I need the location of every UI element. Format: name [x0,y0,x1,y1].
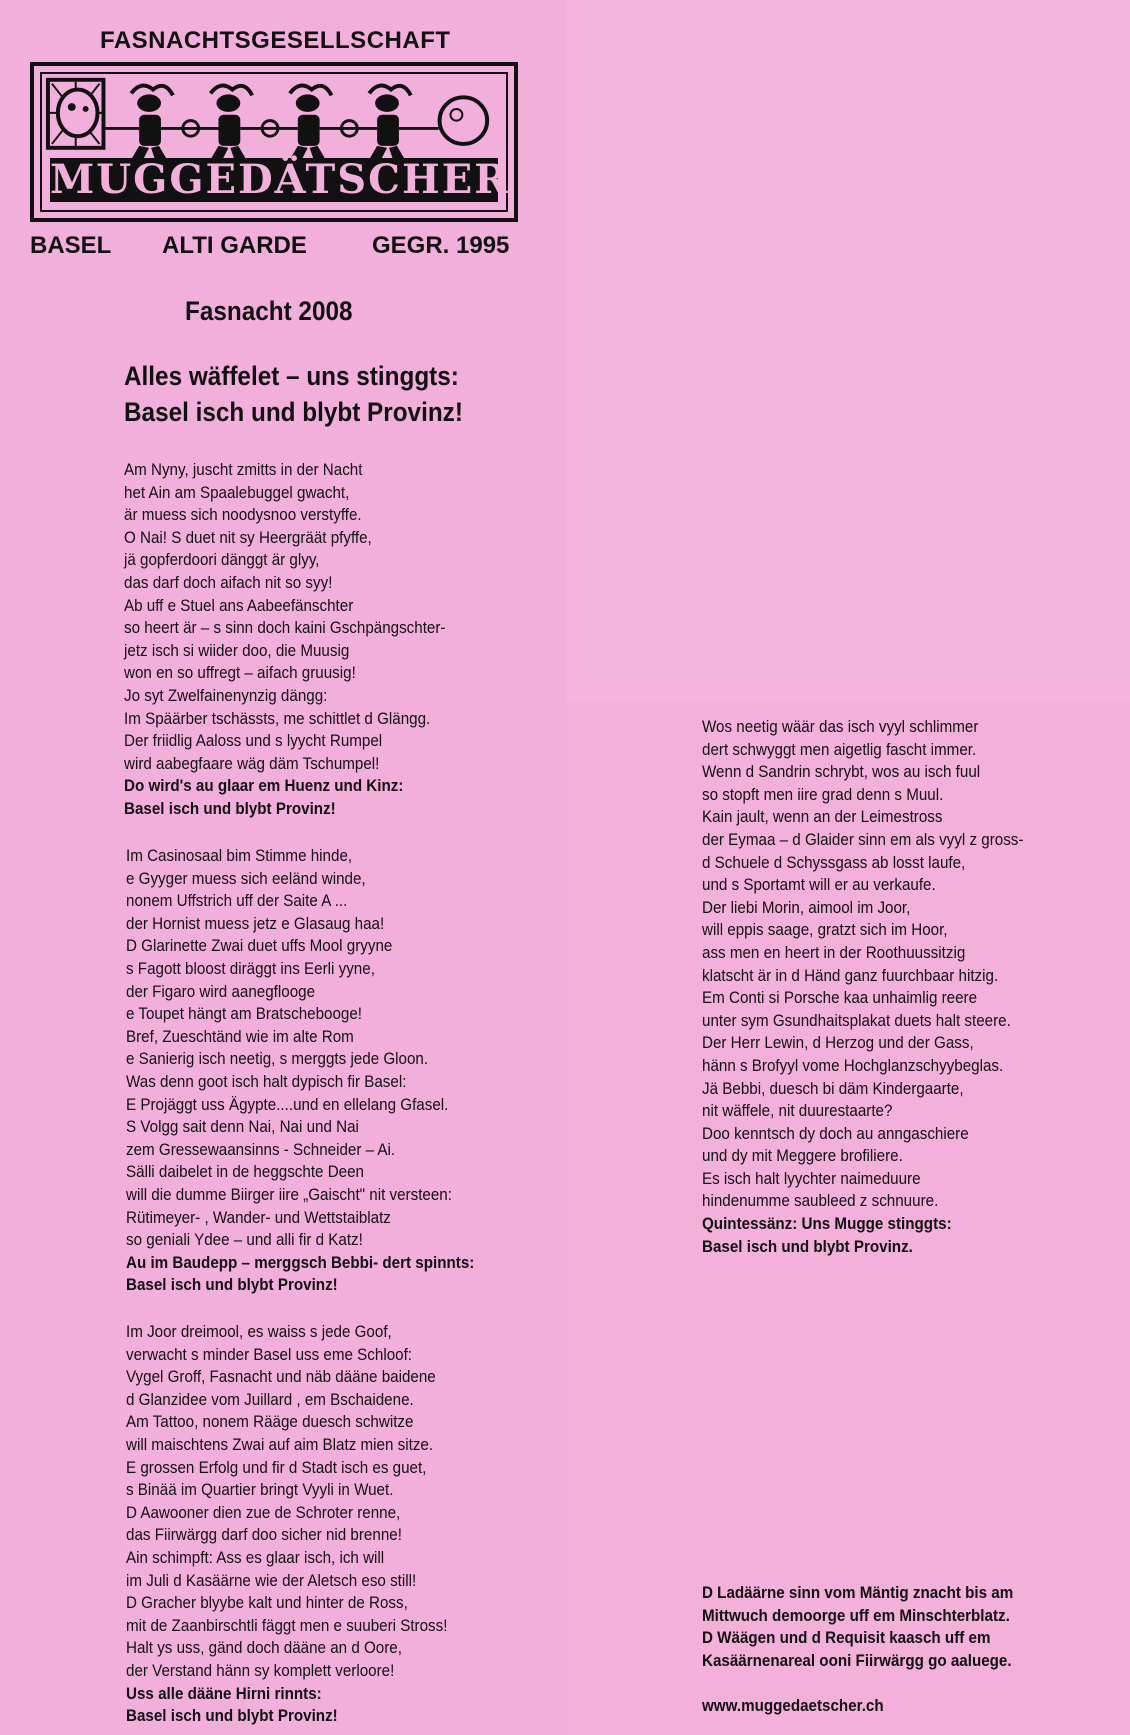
website-link[interactable]: www.muggedaetscher.ch [702,1697,884,1715]
society-logo [30,62,518,222]
verse-line: Halt ys uss, gänd doch dääne an d Oore, [126,1639,402,1658]
verse-line: Wos neetig wäär das isch vyyl schlimmer [702,718,979,736]
verse-line: Sälli daibelet in de heggschte Deen [126,1163,364,1182]
info-line: Mittwuch demoorge uff em Minschterblatz. [702,1606,1010,1625]
verse-line: hindenumme saubleed z schnuure. [702,1192,939,1211]
verse-line: s Fagott bloost diräggt ins Eerli yyne, [126,959,375,978]
verse-line: ass men en heert in der Roothuussitzig [702,943,966,962]
verse-line: Am Tattoo, nonem Rääge duesch schwitze [126,1413,414,1432]
verse-line: e Sanierig isch neetig, s merggts jede Gloon. [126,1050,429,1069]
verse-line: der Hornist muess jetz e Glasaug haa! [126,914,385,933]
verse-line: d Schuele d Schyssgass ab losst laufe, [702,853,966,872]
verse-line: e Toupet hängt am Bratschebooge! [126,1005,363,1024]
verse-line: der Eymaa – d Glaider sinn em als vyyl z gross- [702,830,1024,849]
motto-line: Basel isch und blybt Provinz! [124,397,463,427]
verse-line: e Gyyger muess sich eeländ winde, [126,869,366,888]
verse-line: nit wäffele, nit duurestaarte? [702,1102,893,1121]
verse-line: Bref, Zueschtänd wie im alte Rom [126,1027,354,1046]
verse-4 [702,716,1023,1258]
city-label: BASEL [30,232,112,259]
motto-line: Alles wäffelet – uns stinggts: [124,361,459,391]
verse-line: das darf doch aifach nit so syy! [124,573,333,592]
verse-line: klatscht är in d Händ ganz fuurchbaar hitzig. [702,966,999,985]
founded-label: GEGR. 1995 [372,232,510,259]
verse-line: Uss alle dääne Hirni rinnts: [126,1684,322,1703]
verse-line: Ab uff e Stuel ans Aabeefänschter [124,596,354,615]
verse-line: der Verstand hänn sy komplett verloore! [126,1661,395,1680]
info-line: D Ladäärne sinn vom Mäntig znacht bis am [702,1584,1014,1602]
verse-line: Im Joor dreimool, es waiss s jede Goof, [126,1323,392,1341]
verse-line: D Glarinette Zwai duet uffs Mool gryyne [126,937,393,956]
verse-line: Wenn d Sandrin schrybt, wos au isch fuul [702,763,981,782]
verse-3 [126,1321,447,1728]
verse-line: so heert är – s sinn doch kaini Gschpängschter- [124,619,446,638]
verse-line: nonem Uffstrich uff der Saite A ... [126,892,348,911]
verse-line: Jo syt Zwelfainenynzig dängg: [124,686,328,705]
verse-line: der Figaro wird aanegflooge [126,982,316,1001]
verse-line: Doo kenntsch dy doch au anngaschiere [702,1124,969,1143]
verse-line: Im Casinosaal bim Stimme hinde, [126,847,353,865]
page-title: Fasnacht 2008 [185,296,353,326]
verse-line: will maischtens Zwai auf aim Blatz mien sitze. [126,1435,434,1454]
verse-line: Basel isch und blybt Provinz. [702,1237,913,1256]
verse-line: Im Späärber tschässts, me schittlet d Glängg. [124,709,431,728]
verse-line: E grossen Erfolg und fir d Stadt isch es guet, [126,1458,427,1477]
verse-line: S Volgg sait denn Nai, Nai und Nai [126,1118,359,1137]
lantern-info [702,1582,1013,1672]
verse-line: Ain schimpft: Ass es glaar isch, ich will [126,1548,385,1567]
verse-line: Was denn goot isch halt dypisch fir Basel: [126,1072,407,1091]
logo-name: MUGGEDÄTSCHER [50,156,510,203]
verse-line: D Gracher blyybe kalt und hinter de Ross, [126,1594,408,1613]
verse-line: Vygel Groff, Fasnacht und näb dääne baidene [126,1368,436,1387]
verse-line: Basel isch und blybt Provinz! [126,1707,338,1726]
verse-line: E Projäggt uss Ägypte....und en ellelang Gfasel. [126,1095,449,1114]
verse-line: O Nai! S duet nit sy Heergräät pfyffe, [124,528,372,547]
verse-line: het Ain am Spaalebuggel gwacht, [124,483,350,502]
group-label: ALTI GARDE [162,232,307,259]
verse-line: jä gopferdoori dänggt är glyy, [124,551,320,570]
verse-line: Es isch halt lyychter naimeduure [702,1169,921,1188]
verse-line: will eppis saage, gratzt sich im Hoor, [702,921,948,940]
verse-line: s Binää im Quartier bringt Vyyli in Wuet. [126,1481,394,1500]
info-line: Kasäärnenareal ooni Fiirwärgg go aaluege. [702,1651,1012,1670]
verse-line: Do wird's au glaar em Huenz und Kinz: [124,777,404,796]
motto [124,358,463,430]
verse-line: zem Gressewaansinns - Schneider – Ai. [126,1140,396,1159]
verse-line: und s Sportamt will er au verkaufe. [702,876,936,895]
verse-line: Der friidlig Aaloss und s lyycht Rumpel [124,732,383,751]
verse-line: Em Conti si Porsche kaa unhaimlig reere [702,989,978,1008]
verse-line: won en so uffregt – aifach gruusig! [124,664,356,683]
verse-line: unter sym Gsundhaitsplakat duets halt steere. [702,1011,1011,1030]
verse-line: wird aabegfaare wäg däm Tschumpel! [124,754,380,773]
verse-line: D Aawooner dien zue de Schroter renne, [126,1503,401,1522]
verse-line: so geniali Ydee – und alli fir d Katz! [126,1231,363,1250]
verse-line: hänn s Brofyyl vome Hochglanzschyybeglas. [702,1056,1004,1075]
verse-line: Der liebi Morin, aimool im Joor, [702,898,911,917]
verse-line: im Juli d Kasäärne wie der Aletsch eso still! [126,1571,417,1590]
society-heading: FASNACHTSGESELLSCHAFT [100,27,451,54]
info-line: D Wäägen und d Requisit kaasch uff em [702,1629,991,1648]
verse-line: so stopft men iire grad denn s Muul. [702,785,944,804]
verse-2 [126,845,474,1297]
verse-line: Jä Bebbi, duesch bi däm Kindergaarte, [702,1079,964,1098]
verse-line: Basel isch und blybt Provinz! [126,1276,338,1295]
verse-line: Kain jault, wenn an der Leimestross [702,808,943,827]
verse-1 [124,459,445,821]
verse-line: mit de Zaanbirschtli fäggt men e suuberi Stross! [126,1616,448,1635]
verse-line: Au im Baudepp – merggsch Bebbi- dert spinnts: [126,1253,475,1272]
verse-line: Quintessänz: Uns Mugge stinggts: [702,1215,952,1234]
verse-line: är muess sich noodysnoo verstyffe. [124,506,362,525]
logo-border [40,72,508,212]
verse-line: jetz isch si wiider doo, die Muusig [124,641,350,660]
verse-line: Basel isch und blybt Provinz! [124,799,336,818]
verse-line: das Fiirwärgg darf doo sicher nid brenne! [126,1526,402,1545]
right-top-panel [566,0,1130,700]
verse-line: Rütimeyer- , Wander- und Wettstaiblatz [126,1208,391,1227]
verse-line: Der Herr Lewin, d Herzog und der Gass, [702,1034,974,1053]
verse-line: Am Nyny, juscht zmitts in der Nacht [124,461,363,479]
verse-line: verwacht s minder Basel uss eme Schloof: [126,1345,413,1364]
verse-line: d Glanzidee vom Juillard , em Bschaidene. [126,1390,414,1409]
verse-line: dert schwyggt men aigetlig fascht immer. [702,740,977,759]
verse-line: will die dumme Biirger iire „Gaischt" nit versteen: [126,1185,452,1204]
verse-line: und dy mit Meggere brofiliere. [702,1147,903,1166]
